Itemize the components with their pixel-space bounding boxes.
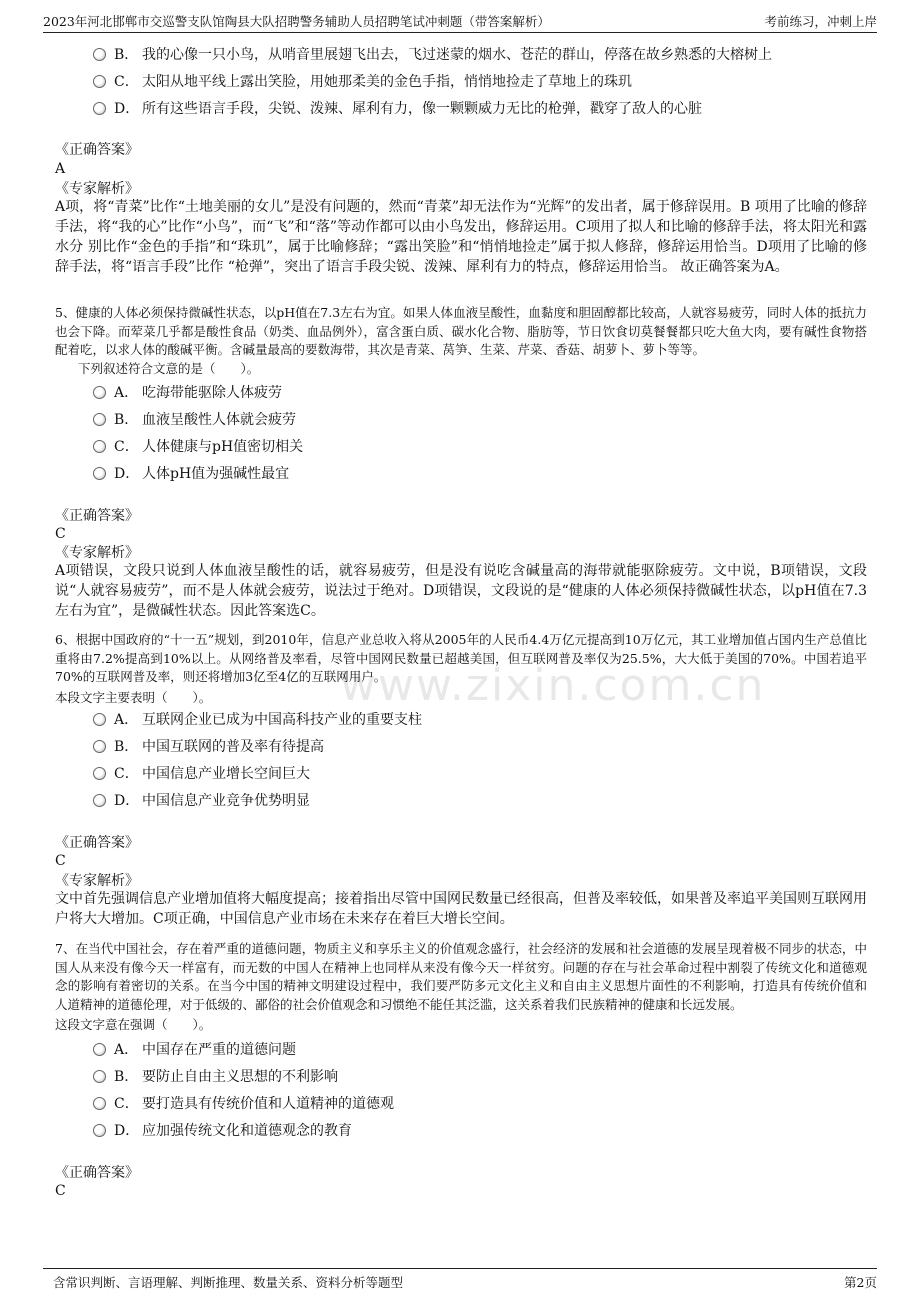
option-q7-b[interactable]: B． 要防止自由主义思想的不利影响	[93, 1067, 338, 1087]
option-q4-b[interactable]: B． 我的心像一只小鸟，从哨音里展翅飞出去，飞过迷蒙的烟水、苍茫的群山，停落在故乡熟悉的大榕树上	[93, 45, 772, 65]
footer-description: 含常识判断、言语理解、判断推理、数量关系、资料分析等题型	[53, 1275, 404, 1290]
analysis-label: 《专家解析》	[55, 873, 139, 889]
question-7-text: 7、在当代中国社会，存在着严重的道德问题，物质主义和享乐主义的价值观念盛行，社会经济的发展和社会道德的发展呈现着极不同步的状态，中国人从来没有像今天一样富有，而无数的中国人在精神上也同样从来没有像今天一样贫穷。问题的存在与社会革命过程中割裂了传统文化和道德观念的影响有着密切的关系。在当今中国的精神文明建设过程中，我们要严防多元文化主义和自由主义思想片面性的不利影响，打造具有传统价值和人道精神的道德伦理，对于低级的、鄙俗的社会价值观念和习惯绝不能任其泛滥，这关系着我们民族精神的健康和长远发展。	[55, 941, 867, 1012]
radio-icon[interactable]	[93, 75, 106, 88]
answer-value: C	[55, 853, 66, 869]
option-q6-a[interactable]: A． 互联网企业已成为中国高科技产业的重要支柱	[93, 710, 422, 730]
analysis-label: 《专家解析》	[55, 181, 139, 197]
option-q7-c[interactable]: C． 要打造具有传统价值和人道精神的道德观	[93, 1094, 394, 1114]
header-slogan: 考前练习，冲刺上岸	[764, 14, 877, 29]
radio-icon[interactable]	[93, 413, 106, 426]
option-q7-a[interactable]: A． 中国存在严重的道德问题	[93, 1040, 296, 1060]
radio-icon[interactable]	[93, 467, 106, 480]
analysis-text: A项，将“青菜”比作“土地美丽的女儿”是没有问题的，然而“青菜”却无法作为“光辉”的发出者，属于修辞误用。B 项用了比喻的修辞手法，将“我的心”比作“小鸟”，而“飞”和“落”等动作都可以由小鸟发出，修辞运用。C项用了拟人和比喻的修辞手法，将太阳光和露水分 别比作“金色的手指”和“珠玑”，属于比喻修辞；“露出笑脸”和“悄悄地捡走”属于拟人修辞，修辞运用恰当。D项用了比喻的修辞手法，将“语言手段”比作 “枪弹”，突出了语言手段尖锐、泼辣、犀利有力的特点，修辞运用恰当。 故正确答案为A。	[55, 199, 867, 275]
option-q5-a[interactable]: A． 吃海带能驱除人体疲劳	[93, 383, 282, 403]
watermark: www.zixin.com.cn	[340, 660, 766, 711]
option-q6-b[interactable]: B． 中国互联网的普及率有待提高	[93, 737, 324, 757]
analysis-label: 《专家解析》	[55, 545, 139, 561]
page-number: 第2页	[844, 1275, 877, 1290]
option-q7-d[interactable]: D． 应加强传统文化和道德观念的教育	[93, 1121, 352, 1141]
option-q5-b[interactable]: B． 血液呈酸性人体就会疲劳	[93, 410, 296, 430]
answer-label: 《正确答案》	[55, 1165, 139, 1181]
option-q6-c[interactable]: C． 中国信息产业增长空间巨大	[93, 764, 310, 784]
option-q5-d[interactable]: D． 人体pH值为强碱性最宜	[93, 464, 289, 484]
radio-icon[interactable]	[93, 1043, 106, 1056]
radio-icon[interactable]	[93, 386, 106, 399]
document-title: 2023年河北邯郸市交巡警支队馆陶县大队招聘警务辅助人员招聘笔试冲刺题（带答案解析）	[43, 14, 550, 29]
analysis-text: 文中首先强调信息产业增加值将大幅度提高；接着指出尽管中国网民数量已经很高，但普及率较低，如果普及率追平美国则互联网用户将大大增加。C项正确，中国信息产业市场在未来存在着巨大增长空间。	[55, 891, 867, 927]
radio-icon[interactable]	[93, 1070, 106, 1083]
radio-icon[interactable]	[93, 1124, 106, 1137]
radio-icon[interactable]	[93, 48, 106, 61]
radio-icon[interactable]	[93, 740, 106, 753]
analysis-text: A项错误，文段只说到人体血液呈酸性的话，就容易疲劳，但是没有说吃含碱量高的海带就能驱除疲劳。文中说，B项错误，文段说“人就容易疲劳”，而不是人体就会疲劳，说法过于绝对。D项错误，文段说的是“健康的人体必须保持微碱性状态，以pH值在7.3左右为宜”，是微碱性状态。因此答案选C。	[55, 563, 867, 619]
page-header	[43, 10, 877, 33]
page-footer	[43, 1268, 877, 1293]
radio-icon[interactable]	[93, 102, 106, 115]
answer-value: C	[55, 1183, 66, 1199]
question-7-prompt: 这段文字意在强调（ ）。	[55, 1017, 212, 1032]
option-q4-d[interactable]: D． 所有这些语言手段，尖锐、泼辣、犀利有力，像一颗颗威力无比的枪弹，戳穿了敌人的心脏	[93, 99, 702, 119]
radio-icon[interactable]	[93, 794, 106, 807]
question-6-text: 6、根据中国政府的“十一五”规划，到2010年，信息产业总收入将从2005年的人民币4.4万亿元提高到10万亿元，其工业增加值占国内生产总值比重将由7.2%提高到10%以上。从网络普及率看，尽管中国网民数量已超越美国，但互联网普及率仅为25.5%，大大低于美国的70%。中国若追平70%的互联网普及率，则还将增加3亿至4亿的互联网用户。	[55, 632, 867, 684]
answer-value: C	[55, 526, 66, 542]
question-6-prompt: 本段文字主要表明（ ）。	[55, 690, 212, 705]
option-q5-c[interactable]: C． 人体健康与pH值密切相关	[93, 437, 303, 457]
answer-label: 《正确答案》	[55, 508, 139, 524]
question-5-prompt: 下列叙述符合文意的是（ ）。	[78, 361, 260, 376]
answer-value: A	[55, 161, 66, 177]
option-q4-c[interactable]: C． 太阳从地平线上露出笑脸，用她那柔美的金色手指，悄悄地捡走了草地上的珠玑	[93, 72, 632, 92]
answer-label: 《正确答案》	[55, 835, 139, 851]
radio-icon[interactable]	[93, 1097, 106, 1110]
radio-icon[interactable]	[93, 440, 106, 453]
radio-icon[interactable]	[93, 713, 106, 726]
question-5-text: 5、健康的人体必须保持微碱性状态，以pH值在7.3左右为宜。如果人体血液呈酸性，血黏度和胆固醇都比较高，人就容易疲劳，同时人体的抵抗力也会下降。而荤菜几乎都是酸性食品（奶类、血品例外），富含蛋白质、碳水化合物、脂肪等，节日饮食切莫餐餐都只吃大鱼大肉，要有碱性食物搭配着吃，以求人体的酸碱平衡。含碱量最高的要数海带，其次是青菜、莴笋、生菜、芹菜、香菇、胡萝卜、萝卜等等。	[55, 305, 867, 357]
answer-label: 《正确答案》	[55, 142, 139, 158]
radio-icon[interactable]	[93, 767, 106, 780]
option-q6-d[interactable]: D． 中国信息产业竞争优势明显	[93, 791, 310, 811]
